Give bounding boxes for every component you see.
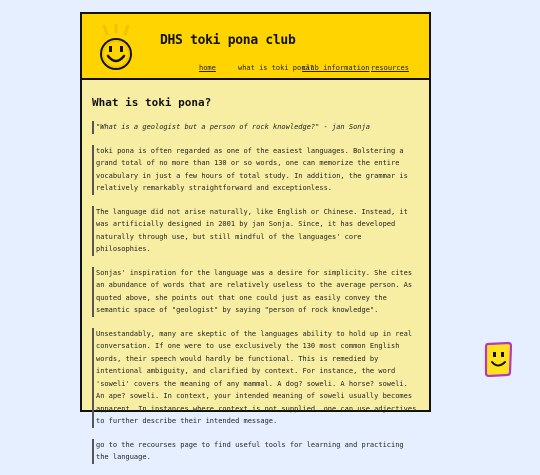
main-content	[92, 96, 417, 475]
paragraph-skepticism: Unsestandably, many are skeptic of the languages ability to hold up in real conversation. If one were to use exclusively the 130 most common English words, their speech would hardly be functional. This is remedied by intentional ambiguity, and clarified by context. For instance, the word 'soweli' covers the meaning of any mammal. A dog? soweli. A horse? soweli. An ape? soweli. In context, your intended meaning of soweli usually becomes apparent. In instances where context is not supplied, one can use adjectives to further describe their intended message.	[92, 328, 417, 428]
site-title: DHS toki pona club	[160, 33, 296, 48]
quote-block: "What is a geologist but a person of rock knowledge?" - jan Sonja	[92, 121, 417, 134]
nav-home-link[interactable]: home	[199, 64, 216, 72]
paragraph-intro: toki pona is often regarded as one of the easiest languages. Bolstering a grand total of no more than 130 or so words, one can memorize the entire vocabulary in just a few hours of total study. In addition, the grammar is relatively remarkably straightforward and exceptionless.	[92, 145, 417, 195]
page-container	[80, 12, 431, 461]
smiley-mascot-icon[interactable]	[484, 341, 512, 377]
main-nav	[82, 64, 429, 76]
site-header	[82, 14, 429, 80]
paragraph-resources: go to the recourses page to find useful tools for learning and practicing the language.	[92, 439, 417, 464]
paragraph-inspiration: Sonjas' inspiration for the language was a desire for simplicity. She cites an abundance of words that are relatively useless to the average person. As quoted above, she points out that one could just as easily convey the semantic space of "geologist" by saying "person of rock knowledge".	[92, 267, 417, 317]
paragraph-origin: The language did not arise naturally, like English or Chinese. Instead, it was artificially designed in 2001 by jan Sonja. Since, it has developed naturally through use, but still mindful of the languages' core philosophies.	[92, 206, 417, 256]
nav-resources-link[interactable]: resources	[371, 64, 409, 72]
nav-club-info-link[interactable]: club information	[302, 64, 370, 72]
page-heading: What is toki pona?	[92, 96, 212, 109]
nav-what-current: what is toki pona?	[238, 64, 314, 72]
